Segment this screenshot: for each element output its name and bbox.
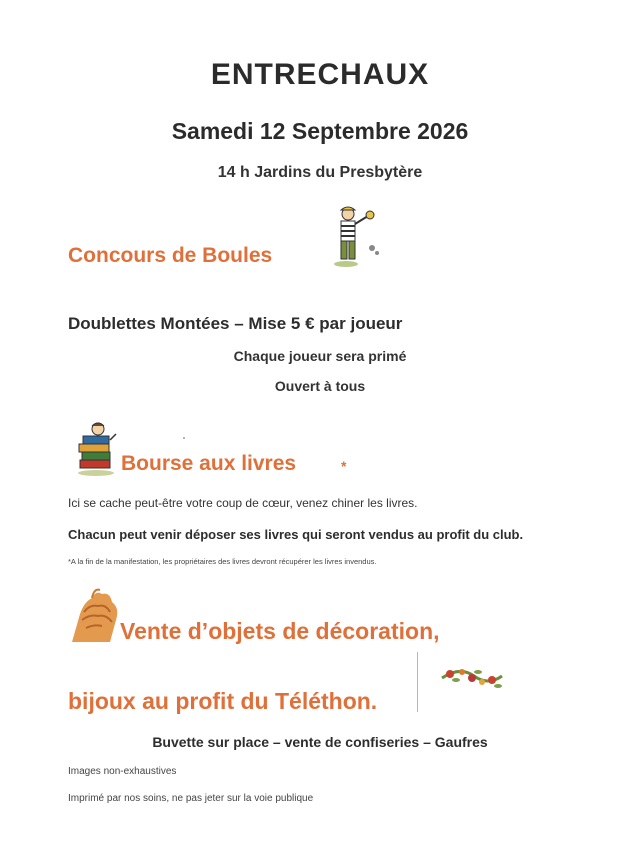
clasped-hands-icon <box>66 584 124 644</box>
livres-heading: Bourse aux livres <box>121 452 297 475</box>
buvette-text: Buvette sur place – vente de confiseries – Gaufres <box>152 734 488 750</box>
dot-mark <box>183 437 185 439</box>
coeur-text: Ici se cache peut-être votre coup de cœur, venez chiner les livres. <box>68 496 418 510</box>
vente-heading-line1: Vente d’objets de décoration, <box>120 618 440 644</box>
prime-text: Chaque joueur sera primé <box>233 348 407 364</box>
petanque-player-icon <box>326 204 382 268</box>
vertical-rule <box>417 652 418 712</box>
vente-heading-line2: bijoux au profit du Téléthon. <box>68 688 378 714</box>
note-text: *A la fin de la manifestation, les propriétaires des livres devront récupérer les livres invendus. <box>68 557 377 566</box>
chacun-text: Chacun peut venir déposer ses livres qui seront vendus au profit du club. <box>68 527 524 542</box>
imprime-note: Imprimé par nos soins, ne pas jeter sur la voie publique <box>68 793 314 804</box>
stack-of-books-icon <box>72 420 120 476</box>
page-title: ENTRECHAUX <box>210 58 430 91</box>
event-place: 14 h Jardins du Presbytère <box>217 164 423 181</box>
flower-garland-icon <box>440 662 504 696</box>
ouvert-text: Ouvert à tous <box>274 378 366 394</box>
boules-heading: Concours de Boules <box>68 244 273 267</box>
event-date: Samedi 12 Septembre 2026 <box>171 118 469 144</box>
images-note: Images non-exhaustives <box>68 766 177 777</box>
livres-asterisk: * <box>341 458 347 474</box>
doublettes-text: Doublettes Montées – Mise 5 € par joueur <box>68 314 403 333</box>
